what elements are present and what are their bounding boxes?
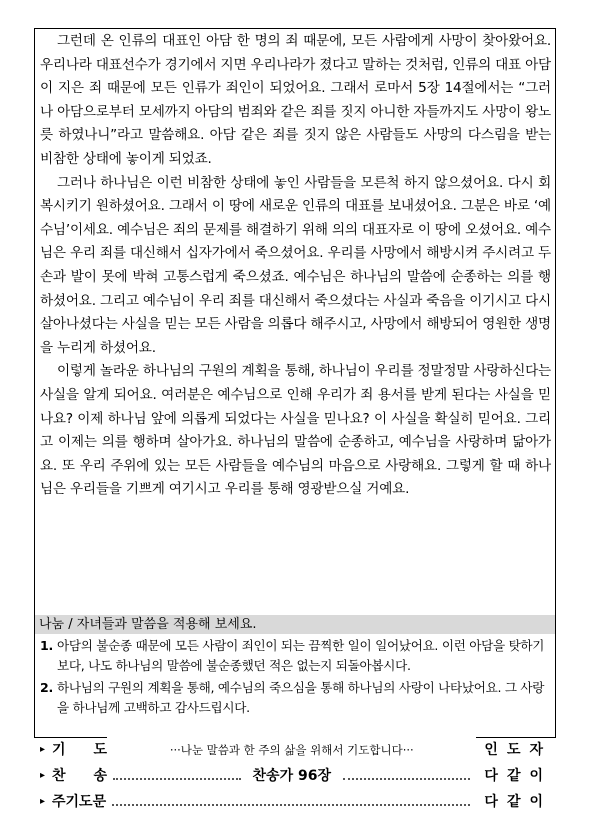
sermon-body [40, 30, 551, 502]
paragraph-2: 그러나 하나님은 이런 비참한 상태에 놓인 사람들을 모른척 하지 않으셨어요. 다시 회복시키기 원하셨어요. 그래서 이 땅에 새로운 인류의 대표를 보내셨어요. 그분은 바로 ‘예수님’이세요. 예수님은 죄의 문제를 해결하기 위해 의의 대표자로 이 땅에 오셨어요. 예수님은 우리 죄를 대신해서 십자가에서 죽으셨어요. 우리를 사망에서 해방시켜 주시려고 두 손과 발이 못에 박혀 고통스럽게 죽으셨죠. 예수님은 하나님의 말씀에 순종하는 의를 행하셨어요. 그리고 예수님이 우리 죄를 대신해서 죽으셨다는 사실과 죽음을 이기시고 다시 살아나셨다는 사실을 믿는 모든 사람을 의롭다 해주시고, 사망에서 해방되어 영원한 생명을 누리게 하셨어요. [40, 174, 551, 356]
paragraph-3: 이렇게 놀라운 하나님의 구원의 계획을 통해, 하나님이 우리를 정말정말 사랑하신다는 사실을 알게 되어요. 여러분은 예수님으로 인해 우리가 죄 용서를 받게 된다는 사실을 믿나요? 이제 하나님 앞에 의롭게 되었다는 사실을 믿나요? 이 사실을 확실히 믿어요. 그리고 이제는 의를 행하며 살아가요. 하나님의 말씀에 순종하고, 예수님을 사랑하며 닮아가요. 또 우리 주위에 있는 모든 사람들을 예수님의 마음으로 사랑해요. 그렇게 할 때 하나님은 우리들을 기쁘게 여기시고 우리를 통해 영광받으실 거예요. [40, 363, 551, 498]
order-label: 기 도 [52, 742, 108, 758]
order-description: ···나눈 말씀과 한 주의 삶을 위해서 기도합니다··· [107, 737, 476, 763]
order-leader: 다같이 [484, 794, 552, 810]
hymn-row [40, 763, 552, 789]
question-number: 2. [40, 680, 53, 695]
prayer-row [40, 737, 552, 763]
order-label: 주기도문 [52, 794, 107, 810]
order-description: 찬송가 96장 [247, 763, 337, 789]
dotted-leader [343, 778, 470, 780]
worship-order [40, 737, 552, 815]
triangle-bullet-icon: ▸ [40, 744, 46, 755]
question-list [40, 636, 550, 720]
question-text: 아담의 불순종 때문에 모든 사람이 죄인이 되는 끔찍한 일이 일어났어요. 이런 아담을 탓하기보다, 나도 하나님의 말씀에 불순종했던 적은 없는지 되돌아봅시다. [57, 638, 545, 673]
order-label: 찬 송 [52, 768, 108, 784]
dotted-leader [113, 778, 240, 780]
paragraph-1: 그런데 온 인류의 대표인 아담 한 명의 죄 때문에, 모든 사람에게 사망이 찾아왔어요. 우리나라 대표선수가 경기에서 지면 우리나라가 졌다고 말하는 것처럼, 인류의 대표 아담이 지은 죄 때문에 모든 인류가 죄인이 되었어요. 그래서 로마서 5장 14절에서는 “그러나 아담으로부터 모세까지 아담의 범죄와 같은 죄를 짓지 아니한 자들까지도 사망이 왕노릇 하였나니”라고 말씀해요. 아담 같은 죄를 짓지 않은 사람들도 사망의 다스림을 받는 비참한 상태에 놓이게 되었죠. [40, 33, 551, 167]
question-item [40, 678, 550, 718]
question-text: 하나님의 구원의 계획을 통해, 예수님의 죽으심을 통해 하나님의 사랑이 나타났어요. 그 사랑을 하나님께 고백하고 감사드립시다. [57, 680, 545, 715]
triangle-bullet-icon: ▸ [40, 770, 46, 781]
triangle-bullet-icon: ▸ [40, 796, 46, 807]
lords-prayer-row [40, 789, 552, 815]
dotted-leader [112, 804, 470, 806]
question-number: 1. [40, 638, 53, 653]
order-leader: 인도자 [484, 742, 552, 758]
question-item [40, 636, 550, 676]
sharing-section-header: 나눔 / 자녀들과 말씀을 적용해 보세요. [35, 615, 555, 634]
order-leader: 다같이 [484, 768, 552, 784]
